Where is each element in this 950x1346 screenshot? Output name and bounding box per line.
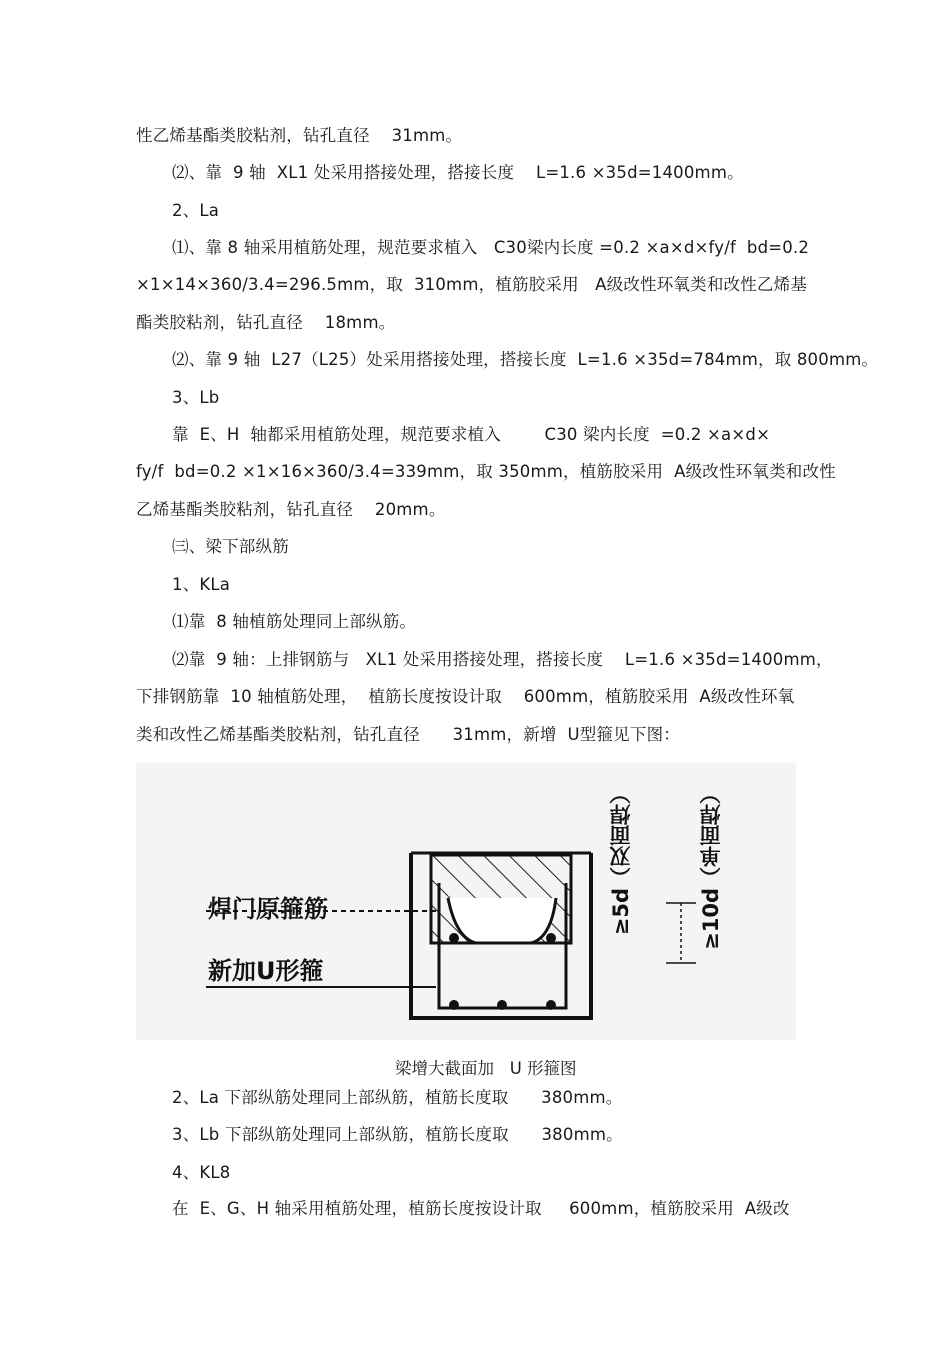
paragraph-line: ⑵、靠 9 轴 XL1 处采用搭接处理，搭接长度 L=1.6 ×35d=1400mm。 <box>172 163 744 182</box>
original-stirrup <box>448 898 556 943</box>
section-heading: 4、KL8 <box>172 1163 231 1182</box>
paragraph-line: 性乙烯基酯类胶粘剂，钻孔直径 31mm。 <box>136 126 463 145</box>
figure-caption: 梁增大截面加 U 形箍图 <box>395 1059 577 1078</box>
paragraph-line: 2、La 下部纵筋处理同上部纵筋，植筋长度取 380mm。 <box>172 1088 623 1107</box>
section-heading: ㈢、梁下部纵筋 <box>172 537 289 556</box>
label-original-stirrup: 焊门原箍筋 <box>208 895 328 923</box>
paragraph-line: 乙烯基酯类胶粘剂，钻孔直径 20mm。 <box>136 500 446 519</box>
paragraph-line: 3、Lb 下部纵筋处理同上部纵筋，植筋长度取 380mm。 <box>172 1125 623 1144</box>
paragraph-line: 类和改性乙烯基酯类胶粘剂，钻孔直径 31mm，新增 U型箍见下图： <box>136 725 680 744</box>
section-heading: 3、Lb <box>172 388 220 407</box>
paragraph-line: 酯类胶粘剂，钻孔直径 18mm。 <box>136 313 396 332</box>
paragraph-line: ×1×14×360/3.4=296.5mm，取 310mm，植筋胶采用 A级改性环氧类和改性乙烯基 <box>136 275 808 294</box>
paragraph-line: ⑴靠 8 轴植筋处理同上部纵筋。 <box>172 612 417 631</box>
label-weld-single: ≥10d（单面焊） <box>699 783 723 950</box>
paragraph-line: ⑵、靠 9 轴 L27（L25）处采用搭接处理，搭接长度 L=1.6 ×35d=784mm，取 800mm。 <box>172 350 879 369</box>
paragraph-line: ⑵靠 9 轴：上排钢筋与 XL1 处采用搭接处理，搭接长度 L=1.6 ×35d=1400mm， <box>172 650 833 669</box>
label-new-u-stirrup: 新加U形箍 <box>208 957 324 985</box>
paragraph-line: 下排钢筋靠 10 轴植筋处理， 植筋长度按设计取 600mm，植筋胶采用 A级改性环氧 <box>136 687 795 706</box>
paragraph-line: ⑴、靠 8 轴采用植筋处理，规范要求植入 C30梁内长度 =0.2 ×a×d×fy/f bd=0.2 <box>172 238 810 257</box>
paragraph-line: fy/f bd=0.2 ×1×16×360/3.4=339mm，取 350mm，植筋胶采用 A级改性环氧类和改性 <box>136 462 836 481</box>
paragraph-line: 靠 E、H 轴都采用植筋处理，规范要求植入 C30 梁内长度 =0.2 ×a×d× <box>172 425 771 444</box>
label-weld-double: ≥5d（双面焊） <box>609 783 633 936</box>
section-heading: 1、KLa <box>172 575 231 594</box>
section-heading: 2、La <box>172 201 220 220</box>
u-stirrup-figure <box>136 763 796 1040</box>
paragraph-line: 在 E、G、H 轴采用植筋处理，植筋长度按设计取 600mm，植筋胶采用 A级改 <box>172 1199 790 1218</box>
